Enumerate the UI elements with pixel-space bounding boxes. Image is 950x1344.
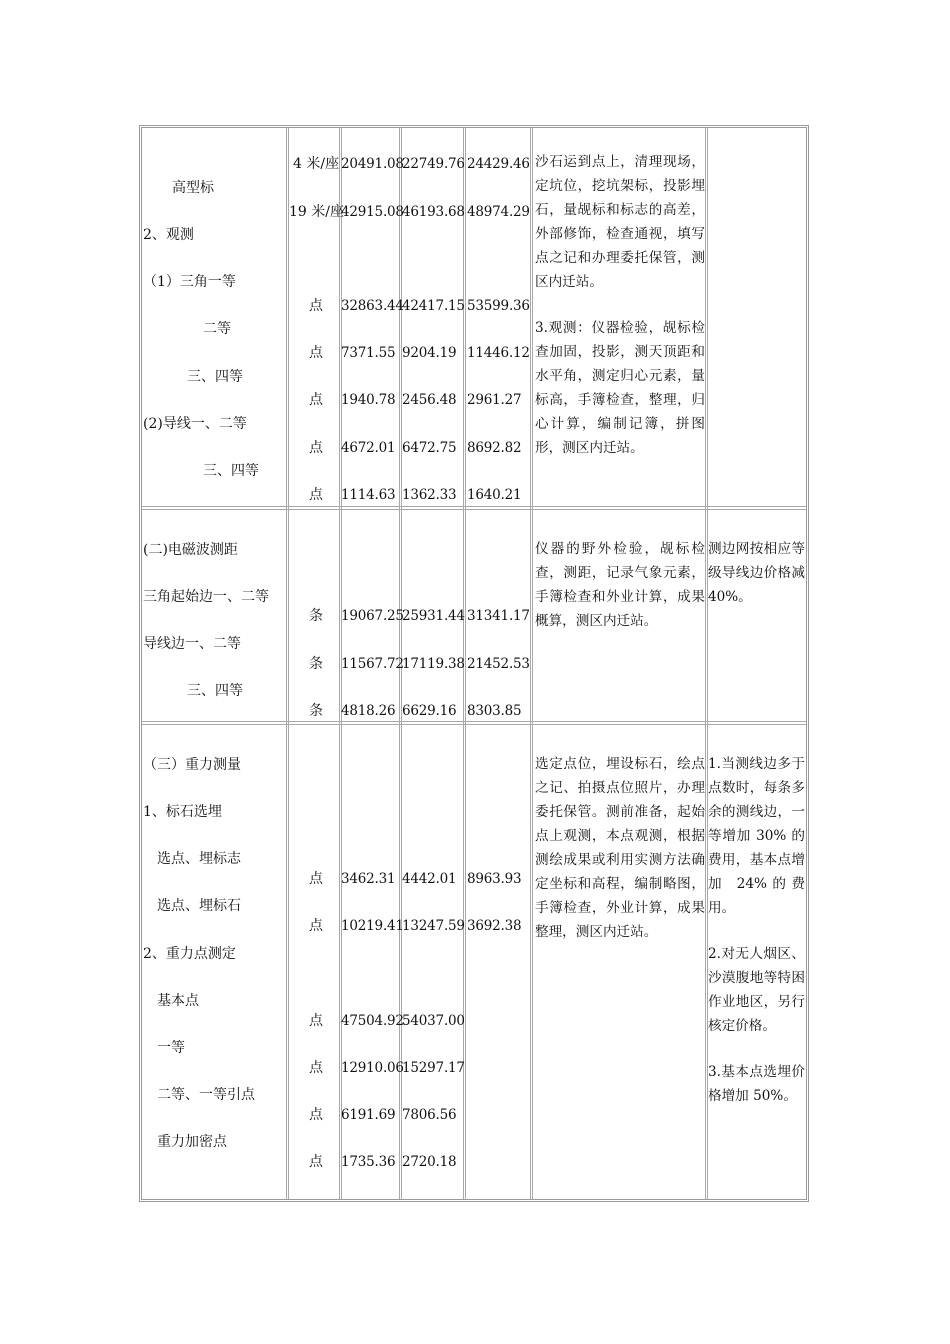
item-name: 三角起始边一、二等 [143, 589, 269, 605]
item-unit: 点 [309, 1107, 323, 1123]
item-name: (二)电磁波测距 [143, 542, 238, 558]
item-name: 三、四等 [203, 463, 259, 479]
item-name: （1）三角一等 [143, 274, 236, 290]
row-divider [142, 721, 806, 725]
price-value: 1362.33 [402, 487, 457, 503]
description-paragraph: 3.观测：仪器检验，觇标检查加固，投影，测天顶距和水平角，测定归心元素，量标高，手簿检查，整理，归心计算，编制记簿，拼图形，测区内迁站。 [535, 320, 705, 456]
price-value: 1114.63 [341, 487, 396, 503]
item-unit: 条 [309, 608, 323, 624]
remark-paragraph: 1.当测线边多于点数时，每条多余的测线边，一等增加 30% 的费用，基本点增加 24%的费用。 [708, 756, 805, 916]
price-value: 2456.48 [402, 392, 457, 408]
price-value: 8303.85 [467, 703, 522, 719]
price-value: 2720.18 [402, 1154, 457, 1170]
remark-paragraph: 3.基本点选埋价格增加 50%。 [708, 1064, 805, 1104]
price-value: 9204.19 [402, 345, 457, 361]
price-value: 1640.21 [467, 487, 522, 503]
price-value: 12910.06 [341, 1060, 404, 1076]
item-name: 2、重力点测定 [143, 946, 236, 962]
price-value: 48974.29 [467, 204, 530, 220]
price-value: 11567.72 [341, 656, 404, 672]
work-description [535, 752, 705, 944]
remark-paragraph: 2.对无人烟区、沙漠腹地等特困作业地区，另行核定价格。 [708, 946, 805, 1034]
price-value: 7371.55 [341, 345, 396, 361]
price-value: 53599.36 [467, 298, 530, 314]
item-unit: 点 [309, 1154, 323, 1170]
item-name: 二等、一等引点 [157, 1087, 255, 1103]
item-unit: 点 [309, 392, 323, 408]
item-unit: 点 [309, 440, 323, 456]
item-name: (2)导线一、二等 [143, 416, 247, 432]
item-name: 高型标 [172, 180, 214, 196]
remark [708, 752, 805, 1108]
price-value: 1940.78 [341, 392, 396, 408]
item-name: 选点、埋标志 [157, 851, 241, 867]
remark-paragraph: 测边网按相应等级导线边价格减 40%。 [708, 541, 805, 605]
price-value: 13247.59 [402, 918, 465, 934]
item-unit: 4 米/座 [293, 156, 340, 172]
item-name: （三）重力测量 [143, 757, 241, 773]
item-unit: 19 米/座 [289, 204, 344, 220]
item-unit: 点 [309, 871, 323, 887]
price-value: 19067.25 [341, 608, 404, 624]
description-paragraph: 仪器的野外检验，觇标检查，测距，记录气象元素，手簿检查和外业计算，成果概算，测区内迁站。 [535, 541, 705, 629]
price-value: 54037.00 [402, 1013, 465, 1029]
price-value: 15297.17 [402, 1060, 465, 1076]
price-value: 8963.93 [467, 871, 522, 887]
item-name: 导线边一、二等 [143, 636, 241, 652]
item-unit: 点 [309, 298, 323, 314]
price-value: 4818.26 [341, 703, 396, 719]
price-value: 3462.31 [341, 871, 396, 887]
price-value: 4672.01 [341, 440, 396, 456]
item-name: 2、观测 [143, 227, 194, 243]
price-value: 6472.75 [402, 440, 457, 456]
price-value: 46193.68 [402, 204, 465, 220]
price-value: 32863.44 [341, 298, 404, 314]
price-value: 25931.44 [402, 608, 465, 624]
item-unit: 点 [309, 1013, 323, 1029]
item-unit: 条 [309, 703, 323, 719]
price-value: 22749.76 [402, 156, 465, 172]
price-value: 6629.16 [402, 703, 457, 719]
remark [708, 537, 805, 609]
item-name: 三、四等 [187, 683, 243, 699]
row-divider [142, 506, 806, 510]
price-value: 21452.53 [467, 656, 530, 672]
item-unit: 点 [309, 345, 323, 361]
price-value: 42417.15 [402, 298, 465, 314]
item-unit: 条 [309, 656, 323, 672]
item-name: 1、标石选埋 [143, 804, 222, 820]
item-name: 一等 [157, 1040, 185, 1056]
price-value: 3692.38 [467, 918, 522, 934]
item-name: 基本点 [157, 993, 199, 1009]
item-unit: 点 [309, 487, 323, 503]
description-paragraph: 沙石运到点上，清理现场，定坑位，挖坑架标，投影埋石，量觇标和标志的高差，外部修饰，检查通视，填写点之记和办理委托保管，测区内迁站。 [535, 154, 705, 290]
price-value: 2961.27 [467, 392, 522, 408]
column-divider [286, 128, 289, 1199]
price-value: 42915.08 [341, 204, 404, 220]
price-value: 7806.56 [402, 1107, 457, 1123]
price-value: 17119.38 [402, 656, 465, 672]
item-name: 三、四等 [187, 369, 243, 385]
price-value: 10219.41 [341, 918, 404, 934]
item-unit: 点 [309, 918, 323, 934]
work-description [535, 537, 705, 633]
description-paragraph: 选定点位，埋设标石，绘点之记、拍摄点位照片，办理委托保管。测前准备，起始点上观测，本点观测，根据测绘成果或利用实测方法确定坐标和高程，编制略图，手簿检查，外业计算，成果整理，测区内迁站。 [535, 756, 705, 940]
price-value: 47504.92 [341, 1013, 404, 1029]
item-unit: 点 [309, 1060, 323, 1076]
price-value: 31341.17 [467, 608, 530, 624]
column-divider [530, 128, 533, 1199]
price-value: 6191.69 [341, 1107, 396, 1123]
item-name: 选点、埋标石 [157, 898, 241, 914]
work-description [535, 150, 705, 460]
item-name: 二等 [203, 321, 231, 337]
price-value: 24429.46 [467, 156, 530, 172]
price-value: 11446.12 [467, 345, 530, 361]
price-value: 1735.36 [341, 1154, 396, 1170]
item-name: 重力加密点 [157, 1134, 227, 1150]
price-value: 4442.01 [402, 871, 457, 887]
price-value: 8692.82 [467, 440, 522, 456]
price-value: 20491.08 [341, 156, 404, 172]
